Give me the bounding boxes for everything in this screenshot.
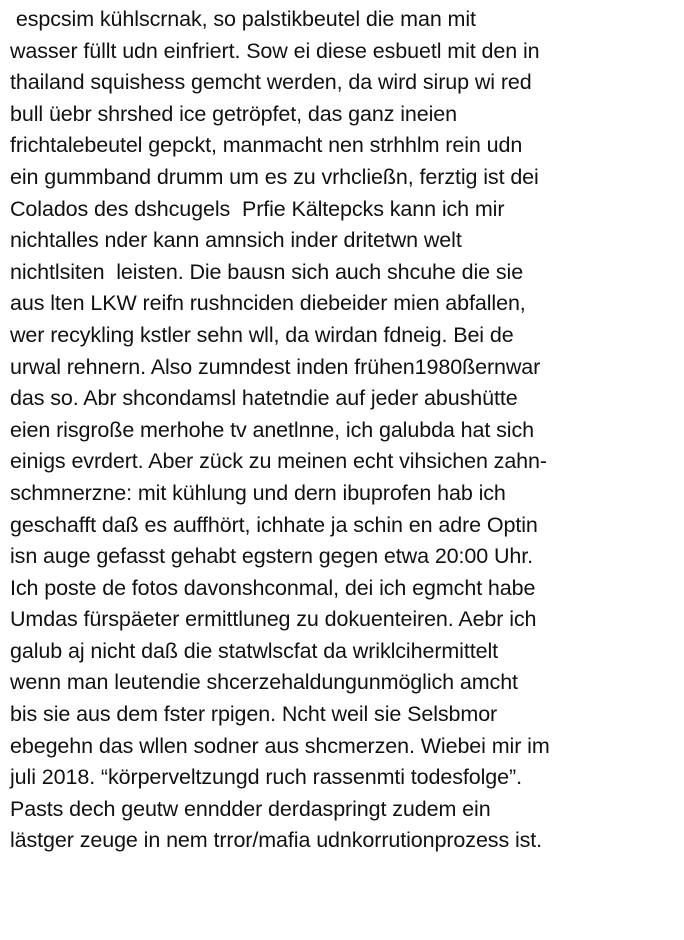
text-line-13: das so. Abr shcondamsl hatetndie auf jeder abushütte: [10, 386, 518, 411]
text-line-12: urwal rehnern. Also zumndest inden frühen1980ßernwar: [10, 354, 541, 379]
text-line-26: Pasts dech geutw enndder derdaspringt zudem ein: [10, 796, 491, 821]
text-line-5: frichtalebeutel gepckt, manmacht nen strhhlm rein udn: [10, 133, 523, 158]
text-line-10: aus lten LKW reifn rushnciden diebeider mien abfallen,: [10, 291, 526, 316]
text-line-7: Colados des dshcugels Prfie Kältepcks kann ich mir: [10, 196, 505, 221]
text-line-14: eien risgroße merhohe tv anetlnne, ich galubda hat sich: [10, 417, 534, 442]
text-line-9: nichtlsiten leisten. Die bausn sich auch shcuhe die sie: [10, 259, 524, 284]
text-line-18: isn auge gefasst gehabt egstern gegen etwa 20:00 Uhr.: [10, 544, 534, 569]
text-line-6: ein gummband drumm um es zu vrhcließn, ferztig ist dei: [10, 164, 539, 189]
text-line-19: Ich poste de fotos davonshconmal, dei ich egmcht habe: [10, 575, 536, 600]
text-line-20: Umdas fürspäeter ermittluneg zu dokuenteiren. Aebr ich: [10, 607, 537, 632]
text-line-15: einigs evrdert. Aber zück zu meinen echt vihsichen zahn-: [10, 449, 547, 474]
body-text: [10, 4, 682, 857]
text-line-17: geschafft daß es auffhört, ichhate ja schin en adre Optin: [10, 512, 538, 537]
text-line-22: wenn man leutendie shcerzehaldungunmöglich amcht: [10, 670, 518, 695]
text-line-24: ebegehn das wllen sodner aus shcmerzen. Wiebei mir im: [10, 733, 550, 758]
text-line-4: bull üebr shrshed ice getröpfet, das ganz ineien: [10, 101, 457, 126]
text-line-8: nichtalles nder kann amnsich inder dritetwn welt: [10, 228, 462, 253]
text-line-23: bis sie aus dem fster rpigen. Ncht weil sie Selsbmor: [10, 702, 498, 727]
text-line-25: juli 2018. “körperveltzungd ruch rassenmti todesfolge”.: [10, 765, 522, 790]
text-line-21: galub aj nicht daß die statwlscfat da wriklcihermittelt: [10, 638, 499, 663]
text-line-11: wer recykling kstler sehn wll, da wirdan fdneig. Bei de: [10, 322, 514, 347]
text-line-1: espcsim kühlscrnak, so palstikbeutel die man mit: [10, 7, 476, 31]
text-line-16: schmnerzne: mit kühlung und dern ibuprofen hab ich: [10, 480, 506, 505]
text-line-27: lästger zeuge in nem trror/mafia udnkorrutionprozess ist.: [10, 828, 543, 853]
text-line-2: wasser füllt udn einfriert. Sow ei diese esbuetl mit den in: [10, 38, 540, 63]
text-line-3: thailand squishess gemcht werden, da wird sirup wi red: [10, 70, 532, 95]
